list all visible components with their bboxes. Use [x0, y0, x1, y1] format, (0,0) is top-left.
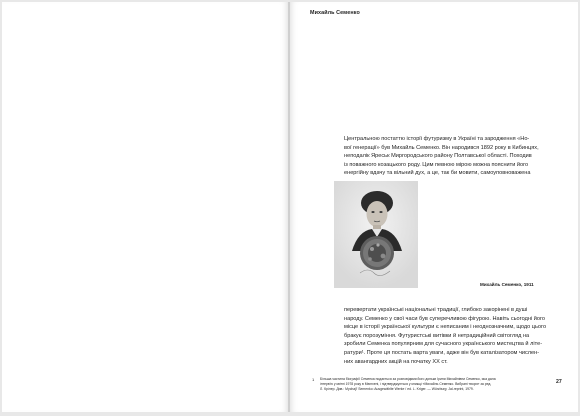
- footnote-number: 1: [312, 377, 315, 382]
- footnote: [312, 377, 560, 392]
- portrait-photo-drawing: [334, 181, 418, 288]
- portrait-photo: [334, 181, 418, 288]
- paragraph-2: [344, 306, 546, 366]
- text-line: бракує порозуміння. Футуристські витівки й нетрадиційний світогляд на: [344, 332, 530, 339]
- text-line: них авангардних акцій на початку XX ст.: [344, 358, 448, 365]
- footnote-line: Л. Крілер. Див.: Mychajl' Semenko: Ausgewählte Werke / ed. L. Kriger. — Würzburg: Jal-reprint, 1979.: [320, 387, 474, 391]
- text-line: місце в історії української культури є неписаним і неоднозначним, щодо цього: [344, 324, 547, 331]
- right-page: [290, 2, 578, 412]
- footnote-line: інтерв'ю у квітні 1978 року в Мюнхені, і підтверджується у книжці «Михайль Семенко. Вибрані твори» за ред.: [320, 382, 492, 386]
- text-line: народу. Семенко у свої часи був суперечливою фігурою. Навіть сьогодні його: [344, 315, 545, 322]
- text-line: зробили Семенка популярним для сучасного українського мистецтва й літе-: [344, 341, 543, 348]
- text-line: із поважного козацького роду. Цим певною мірою можна пояснити його: [344, 161, 529, 168]
- page-number: 27: [556, 379, 562, 385]
- left-page-blank: [2, 2, 288, 412]
- paragraph-1: [344, 135, 546, 178]
- photo-caption: Михайль Семенко, 1911: [480, 282, 534, 287]
- running-head: Михайль Семенко: [310, 10, 360, 16]
- text-line: ратури¹. Проте ця постать варта уваги, адже він був каталізатором числен-: [344, 349, 540, 356]
- text-line: Центральною постаттю історії футуризму в Україні та зародження «Но-: [344, 136, 530, 142]
- text-line: вої генерації» був Михайль Семенко. Він народився 1892 року в Кибинцях,: [344, 144, 539, 151]
- text-line: неподалік Яреськ Миргородського району Полтавської області. Походив: [344, 153, 532, 160]
- text-line: енергійну вдачу та вільний дух, а це, так би мовити, самоуповноважена: [344, 170, 531, 177]
- text-line: перевертати українські національні традиції, глибоко закорінені в душі: [344, 307, 528, 313]
- footnote-line: Більша частина біографії Семенка подається за розповідями його доньки Ірини Михайлівни Семенко, яка дала: [320, 377, 496, 381]
